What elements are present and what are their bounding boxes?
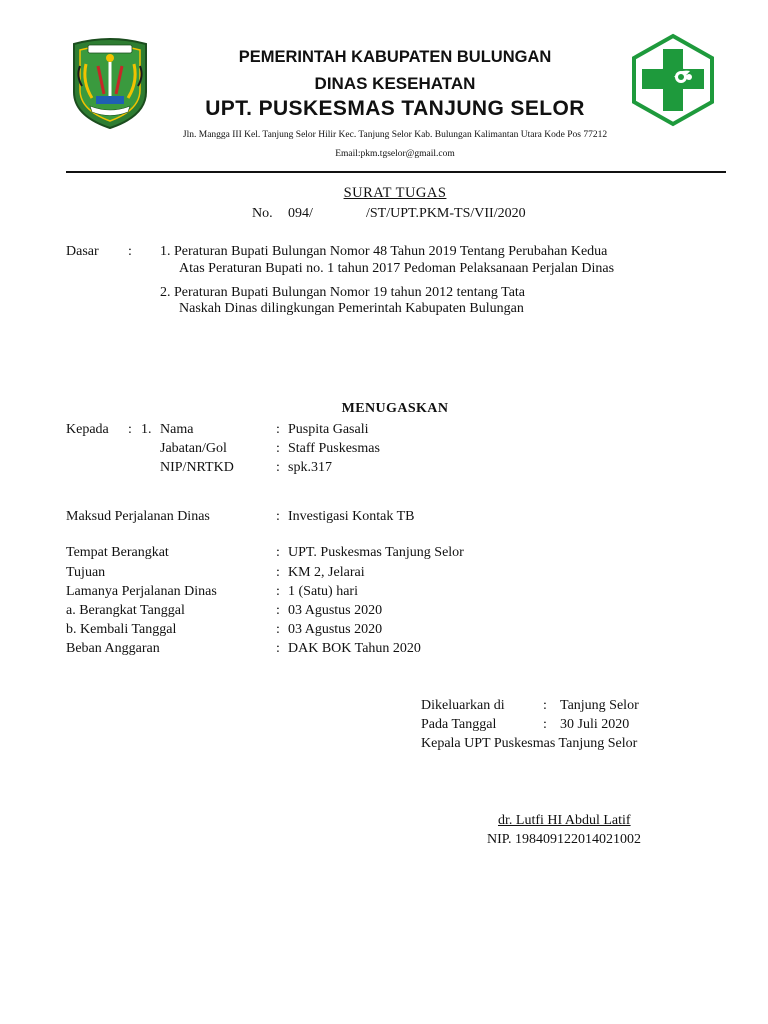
- field-label-jabatan: Jabatan/Gol: [160, 441, 227, 456]
- letter-number-suffix: /ST/UPT.PKM-TS/VII/2020: [366, 206, 526, 221]
- purpose-colon: :: [276, 509, 280, 524]
- field-label-nip: NIP/NRTKD: [160, 460, 234, 475]
- letter-title: SURAT TUGAS: [343, 185, 447, 201]
- institution-name: UPT. PUSKESMAS TANJUNG SELOR: [205, 97, 585, 120]
- dasar-item-1-line-1: 1. Peraturan Bupati Bulungan Nomor 48 Tahun 2019 Tentang Perubahan Kedua: [160, 244, 608, 259]
- government-name: PEMERINTAH KABUPATEN BULUNGAN: [238, 48, 552, 66]
- detail-value-budget: DAK BOK Tahun 2020: [288, 641, 421, 656]
- field-value-nip: spk.317: [288, 460, 332, 475]
- letterhead-divider: [66, 171, 726, 173]
- assignment-heading: MENUGASKAN: [341, 401, 449, 416]
- detail-value-destination: KM 2, Jelarai: [288, 565, 365, 580]
- detail-colon: :: [276, 565, 280, 580]
- field-value-jabatan: Staff Puskesmas: [288, 441, 380, 456]
- email-line: Email:pkm.tgselor@gmail.com: [335, 149, 455, 159]
- letter-number-value: 094/: [288, 206, 313, 221]
- signatory-nip: NIP. 198409122014021002: [487, 832, 642, 847]
- signatory-name: dr. Lutfi HI Abdul Latif: [498, 813, 631, 828]
- kabupaten-bulungan-emblem: [68, 36, 152, 130]
- kepada-colon: :: [128, 422, 132, 437]
- detail-colon: :: [276, 603, 280, 618]
- letter-number-prefix: No.: [252, 206, 273, 221]
- field-value-nama: Puspita Gasali: [288, 422, 369, 437]
- detail-label-return-date: b. Kembali Tanggal: [66, 622, 177, 637]
- dasar-colon: :: [128, 244, 132, 259]
- detail-label-budget: Beban Anggaran: [66, 641, 160, 656]
- issued-place-colon: :: [543, 698, 547, 713]
- field-label-nama: Nama: [160, 422, 194, 437]
- detail-value-return-date: 03 Agustus 2020: [288, 622, 383, 637]
- detail-colon: :: [276, 622, 280, 637]
- detail-value-departure-date: 03 Agustus 2020: [288, 603, 383, 618]
- field-colon: :: [276, 422, 280, 437]
- field-colon: :: [276, 441, 280, 456]
- issued-date-label: Pada Tanggal: [421, 717, 497, 732]
- dasar-item-1-line-2: Atas Peraturan Bupati no. 1 tahun 2017 Pedoman Pelaksanaan Perjalan Dinas: [179, 261, 615, 276]
- detail-value-duration: 1 (Satu) hari: [288, 584, 358, 599]
- dasar-item-2-line-2: Naskah Dinas dilingkungan Pemerintah Kabupaten Bulungan: [179, 301, 524, 316]
- department-name: DINAS KESEHATAN: [314, 74, 476, 93]
- detail-label-departure-date: a. Berangkat Tanggal: [66, 603, 185, 618]
- signatory-position: Kepala UPT Puskesmas Tanjung Selor: [421, 736, 638, 751]
- dasar-item-2-line-1: 2. Peraturan Bupati Bulungan Nomor 19 tahun 2012 tentang Tata: [160, 285, 526, 300]
- address-line: Jln. Mangga III Kel. Tanjung Selor Hilir Kec. Tanjung Selor Kab. Bulungan Kalimantan Utara Kode Pos 77212: [182, 130, 608, 140]
- kepada-label: Kepada: [66, 422, 109, 437]
- detail-label-departure-place: Tempat Berangkat: [66, 545, 169, 560]
- issued-place-label: Dikeluarkan di: [421, 698, 505, 713]
- purpose-value: Investigasi Kontak TB: [288, 509, 415, 524]
- puskesmas-logo-icon: [630, 33, 716, 127]
- issued-place-value: Tanjung Selor: [560, 698, 639, 713]
- dasar-label: Dasar: [66, 244, 99, 259]
- detail-colon: :: [276, 584, 280, 599]
- detail-value-departure-place: UPT. Puskesmas Tanjung Selor: [288, 545, 464, 560]
- issued-date-colon: :: [543, 717, 547, 732]
- detail-colon: :: [276, 545, 280, 560]
- kepada-number: 1.: [141, 422, 152, 437]
- detail-label-destination: Tujuan: [66, 565, 106, 580]
- detail-colon: :: [276, 641, 280, 656]
- field-colon: :: [276, 460, 280, 475]
- issued-date-value: 30 Juli 2020: [560, 717, 630, 732]
- detail-label-duration: Lamanya Perjalanan Dinas: [66, 584, 217, 599]
- purpose-label: Maksud Perjalanan Dinas: [66, 509, 210, 524]
